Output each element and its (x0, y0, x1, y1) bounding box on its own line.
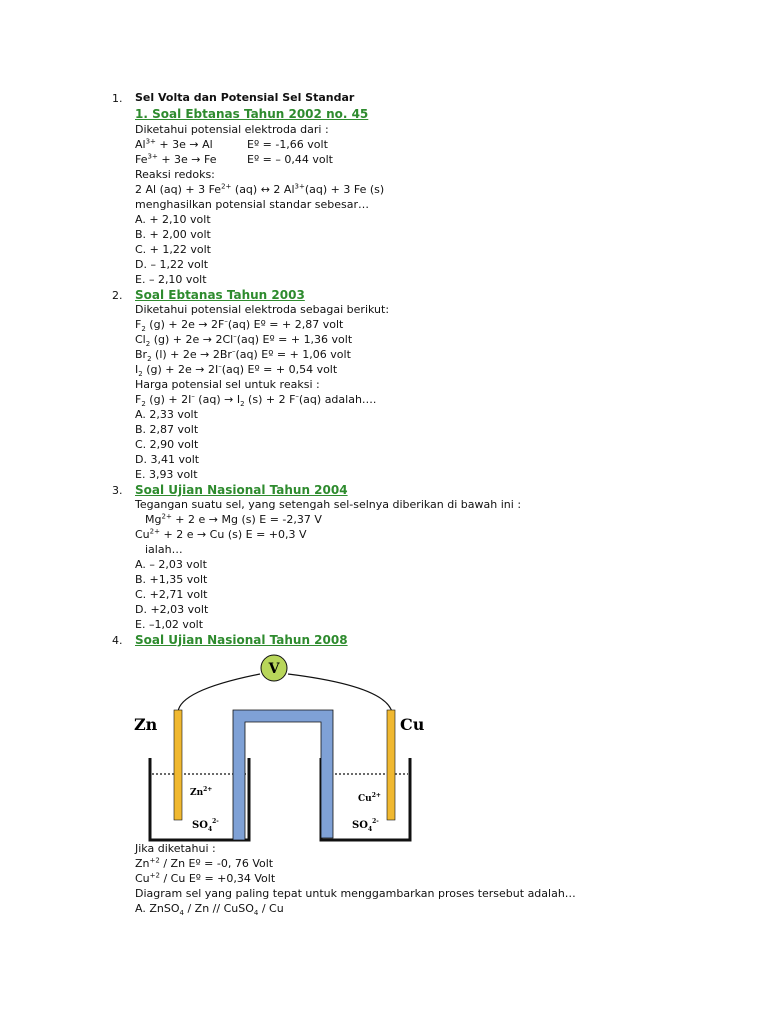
voltmeter-label: V (268, 661, 280, 677)
q2-source-link[interactable]: Soal Ebtanas Tahun 2003 (135, 288, 305, 302)
cu-label: Cu (400, 715, 425, 734)
left-sulfate-label: $SO_4^{2-}$ (192, 818, 219, 833)
cu-electrode (387, 710, 395, 820)
q2-option: A. 2,33 volt (135, 408, 198, 421)
q1-redoks-label: Reaksi redoks: (135, 168, 215, 181)
q1-option: B. + 2,00 volt (135, 228, 211, 241)
q3-halfcell: $Cu^{2+} + 2$ e → Cu (s) E = +0,3 V (135, 527, 307, 541)
cu-ion-label: $Cu^{2+}$ (358, 792, 381, 804)
q1-option: C. + 1,22 volt (135, 243, 211, 256)
q1-eq2: $Fe^{3+} + 3e \to Fe$ Eº = – 0,44 volt (135, 152, 333, 166)
q4-number: 4. (112, 634, 123, 647)
zn-ion-label: $Zn^{2+}$ (190, 786, 213, 798)
q4-jika: Jika diketahui : (135, 842, 216, 855)
q2-line: $Br_2$ (l) + 2e → 2Br–(aq) Eº = + 1,06 volt (135, 347, 351, 364)
q4-source-link[interactable]: Soal Ujian Nasional Tahun 2008 (135, 633, 348, 647)
q1-option: E. – 2,10 volt (135, 273, 207, 286)
zn-electrode (174, 710, 182, 820)
q3-number: 3. (112, 484, 123, 497)
q2-option: B. 2,87 volt (135, 423, 199, 436)
q2-intro: Diketahui potensial elektroda sebagai berikut: (135, 303, 390, 316)
q1-question: menghasilkan potensial standar sebesar… (135, 198, 369, 211)
q2-harga: Harga potensial sel untuk reaksi : (135, 378, 320, 391)
q3-source-link[interactable]: Soal Ujian Nasional Tahun 2004 (135, 483, 348, 497)
q1-intro: Diketahui potensial elektroda dari : (135, 123, 329, 136)
q3-ialah: ialah… (145, 543, 183, 556)
q3-halfcell: $Mg^{2+} + 2$ e → Mg (s) E = -2,37 V (145, 512, 322, 526)
q2-option: E. 3,93 volt (135, 468, 198, 481)
q1-source-link[interactable]: 1. Soal Ebtanas Tahun 2002 no. 45 (135, 107, 369, 121)
q1-redoks-equation: 2 Al (aq) + 3 $Fe^{2+}$ (aq) ↔ 2 $Al^{3+}(aq) + 3$ Fe (s) (135, 182, 385, 196)
q3-option: B. +1,35 volt (135, 573, 208, 586)
q2-option: C. 2,90 volt (135, 438, 199, 451)
q4-question: Diagram sel yang paling tepat untuk menggambarkan proses tersebut adalah… (135, 887, 576, 900)
q3-intro: Tegangan suatu sel, yang setengah sel-selnya diberikan di bawah ini : (135, 498, 522, 511)
q4-known: $Cu^{+2}$ / Cu Eº = +0,34 Volt (135, 871, 276, 885)
q2-number: 2. (112, 289, 123, 302)
q1-eq1: $Al^{3+} + 3e \to Al$ Eº = -1,66 volt (135, 137, 328, 151)
wire (288, 674, 392, 712)
q4-known: $Zn^{+2}$ / Zn Eº = -0, 76 Volt (135, 856, 274, 870)
q2-line: $I_2$ (g) + 2e → 2I–(aq) Eº = + 0,54 volt (135, 362, 338, 379)
q3-option: C. +2,71 volt (135, 588, 208, 601)
q2-option: D. 3,41 volt (135, 453, 200, 466)
q1-option: D. – 1,22 volt (135, 258, 209, 271)
section-title: Sel Volta dan Potensial Sel Standar (135, 91, 355, 104)
q2-line: $Cl_2$ (g) + 2e → 2Cl–(aq) Eº = + 1,36 volt (135, 332, 353, 349)
q3-option: A. – 2,03 volt (135, 558, 207, 571)
q3-option: E. –1,02 volt (135, 618, 204, 631)
q3-option: D. +2,03 volt (135, 603, 209, 616)
right-sulfate-label: $SO_4^{2-}$ (352, 818, 379, 833)
zn-label: Zn (134, 715, 158, 734)
wire (178, 674, 260, 712)
q4-option: A. ZnSO$_4$ / Zn // CuSO$_4$ / Cu (135, 902, 284, 918)
q2-line: $F_2$ (g) + 2e → 2F–(aq) Eº = + 2,87 volt (135, 317, 344, 334)
voltaic-cell-diagram (130, 650, 430, 845)
q1-option: A. + 2,10 volt (135, 213, 211, 226)
q2-reaction: $F_2$ (g) + 2I– $(aq) \to I_2$ (s) + 2 F–(aq) adalah…. (135, 392, 377, 409)
q1-number: 1. (112, 92, 123, 105)
